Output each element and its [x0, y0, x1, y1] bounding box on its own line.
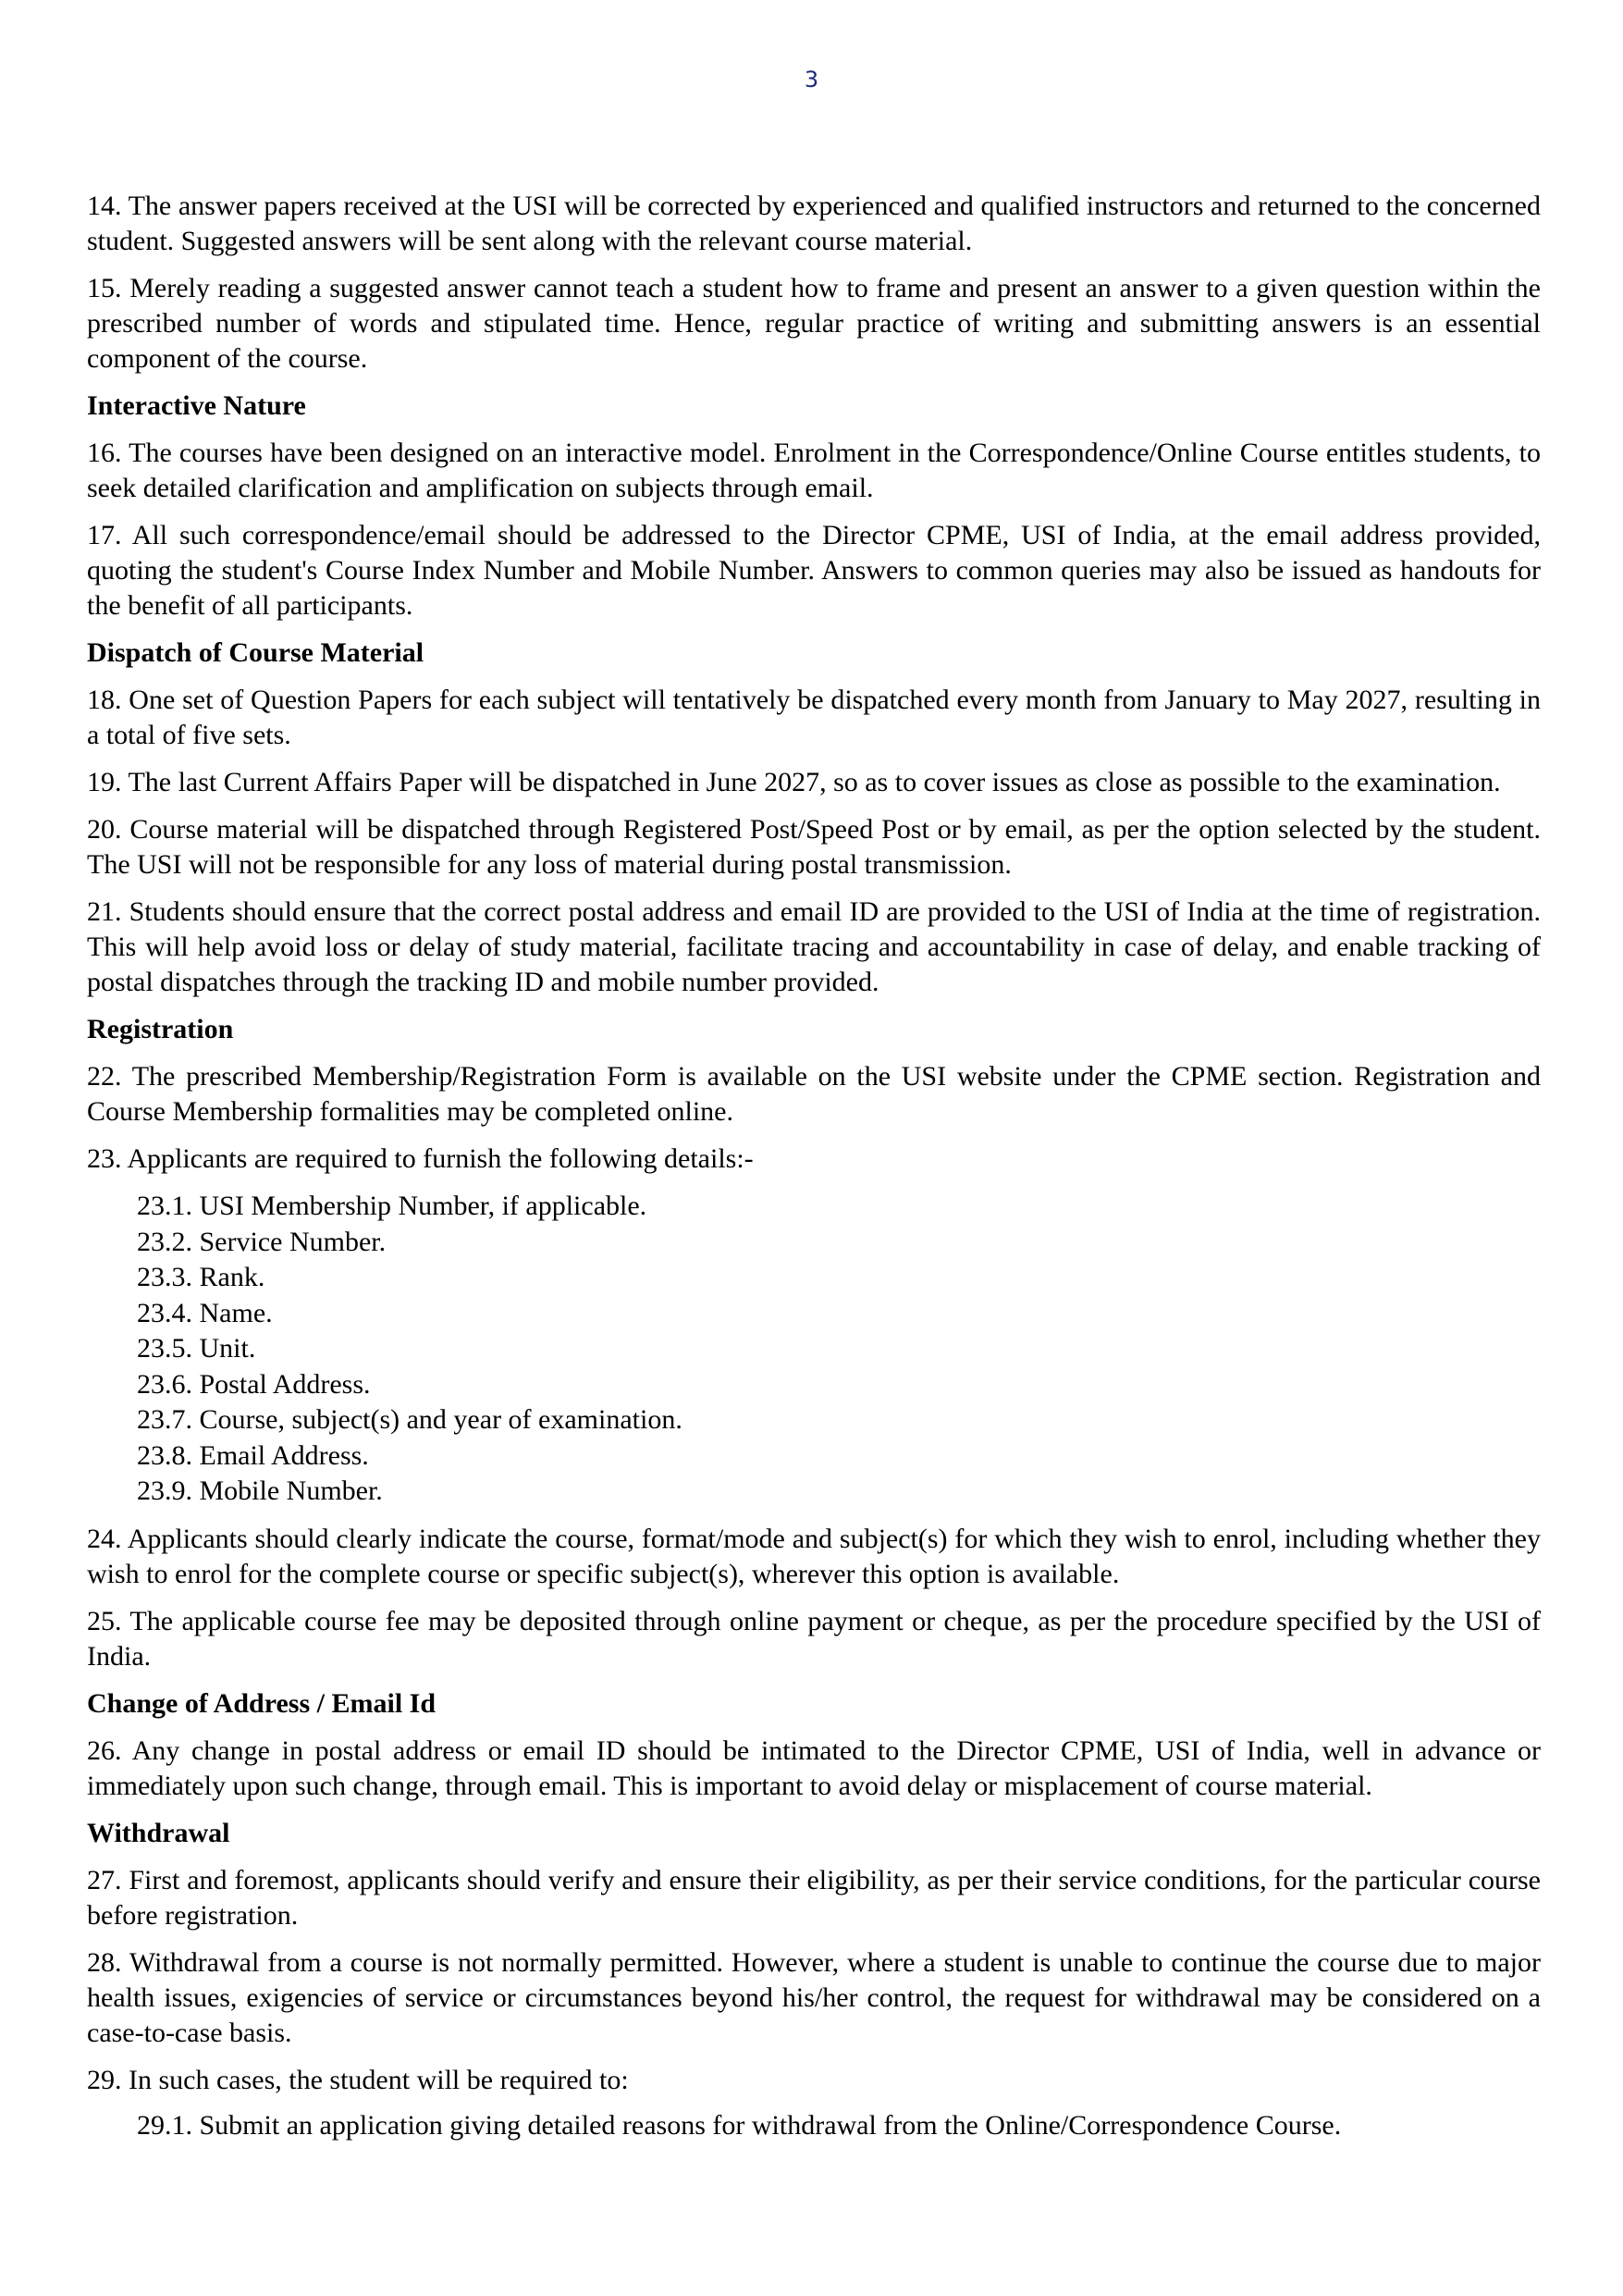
paragraph-19: 19. The last Current Affairs Paper will be dispatched in June 2027, so as to cover issues as close as possible to the examination.	[87, 767, 1501, 797]
list-item: 23.6. Postal Address.	[137, 1368, 371, 1400]
page-number: 3	[804, 67, 819, 93]
heading-registration: Registration	[87, 1014, 234, 1044]
heading-dispatch: Dispatch of Course Material	[87, 637, 424, 668]
paragraph-15: 15. Merely reading a suggested answer cannot teach a student how to frame and present an answer to a given question within the prescribed number of words and stipulated time. Hence, regular practice of writing and submitting answers is an essential component of the course.	[87, 273, 1541, 374]
paragraph-28: 28. Withdrawal from a course is not normally permitted. However, where a student is unable to continue the course due to major health issues, exigencies of service or circumstances beyond his/her control, the request for withdrawal may be considered on a case-to-case basis.	[87, 1946, 1541, 2048]
paragraph-29: 29. In such cases, the student will be required to:	[87, 2064, 629, 2095]
paragraph-18: 18. One set of Question Papers for each subject will tentatively be dispatched every month from January to May 2027, resulting in a total of five sets.	[87, 685, 1541, 750]
document-body	[87, 189, 1541, 2155]
paragraph-21: 21. Students should ensure that the correct postal address and email ID are provided to the USI of India at the time of registration. This will help avoid loss or delay of study material, facilitate tracing and accountability in case of delay, and enable tracking of postal dispatches through the tracking ID and mobile number provided.	[87, 896, 1541, 997]
list-item: 23.9. Mobile Number.	[137, 1475, 383, 1506]
paragraph-23: 23. Applicants are required to furnish the following details:-	[87, 1143, 754, 1174]
list-item: 23.2. Service Number.	[137, 1226, 387, 1257]
details-list	[87, 1189, 1541, 1510]
list-item: 23.8. Email Address.	[137, 1439, 369, 1471]
paragraph-17: 17. All such correspondence/email should be addressed to the Director CPME, USI of India, at the email address provided, quoting the student's Course Index Number and Mobile Number. Answers to common queries may also be issued as handouts for the benefit of all participants.	[87, 520, 1541, 621]
list-item: 23.4. Name.	[137, 1297, 273, 1328]
paragraph-14: 14. The answer papers received at the USI will be corrected by experienced and qualified instructors and returned to the concerned student. Suggested answers will be sent along with the relevant course material.	[87, 191, 1541, 256]
list-item: 23.1. USI Membership Number, if applicable.	[137, 1191, 647, 1221]
list-item: 23.7. Course, subject(s) and year of examination.	[137, 1404, 682, 1435]
paragraph-27: 27. First and foremost, applicants should verify and ensure their eligibility, as per their service conditions, for the particular course before registration.	[87, 1864, 1541, 1931]
paragraph-16: 16. The courses have been designed on an interactive model. Enrolment in the Correspondence/Online Course entitles students, to seek detailed clarification and amplification on subjects through email.	[87, 438, 1541, 503]
withdrawal-steps-list	[87, 2108, 1541, 2144]
heading-withdrawal: Withdrawal	[87, 1817, 230, 1848]
list-item: 23.3. Rank.	[137, 1262, 265, 1292]
paragraph-24: 24. Applicants should clearly indicate the course, format/mode and subject(s) for which they wish to enrol, including whether they wish to enrol for the complete course or specific subject(s), wherever this option is available.	[87, 1523, 1541, 1589]
list-item: 23.5. Unit.	[137, 1333, 256, 1364]
paragraph-25: 25. The applicable course fee may be deposited through online payment or cheque, as per the procedure specified by the USI of India.	[87, 1605, 1541, 1672]
paragraph-20: 20. Course material will be dispatched through Registered Post/Speed Post or by email, as per the option selected by the student. The USI will not be responsible for any loss of material during postal transmission.	[87, 814, 1541, 880]
paragraph-26: 26. Any change in postal address or email ID should be intimated to the Director CPME, USI of India, well in advance or immediately upon such change, through email. This is important to avoid delay or misplacement of course material.	[87, 1734, 1541, 1801]
heading-interactive-nature: Interactive Nature	[87, 390, 306, 421]
list-item: 29.1. Submit an application giving detailed reasons for withdrawal from the Online/Correspondence Course.	[137, 2109, 1342, 2141]
heading-change-of-address: Change of Address / Email Id	[87, 1687, 436, 1719]
paragraph-22: 22. The prescribed Membership/Registration Form is available on the USI website under the CPME section. Registration and Course Membership formalities may be completed online.	[87, 1061, 1541, 1127]
